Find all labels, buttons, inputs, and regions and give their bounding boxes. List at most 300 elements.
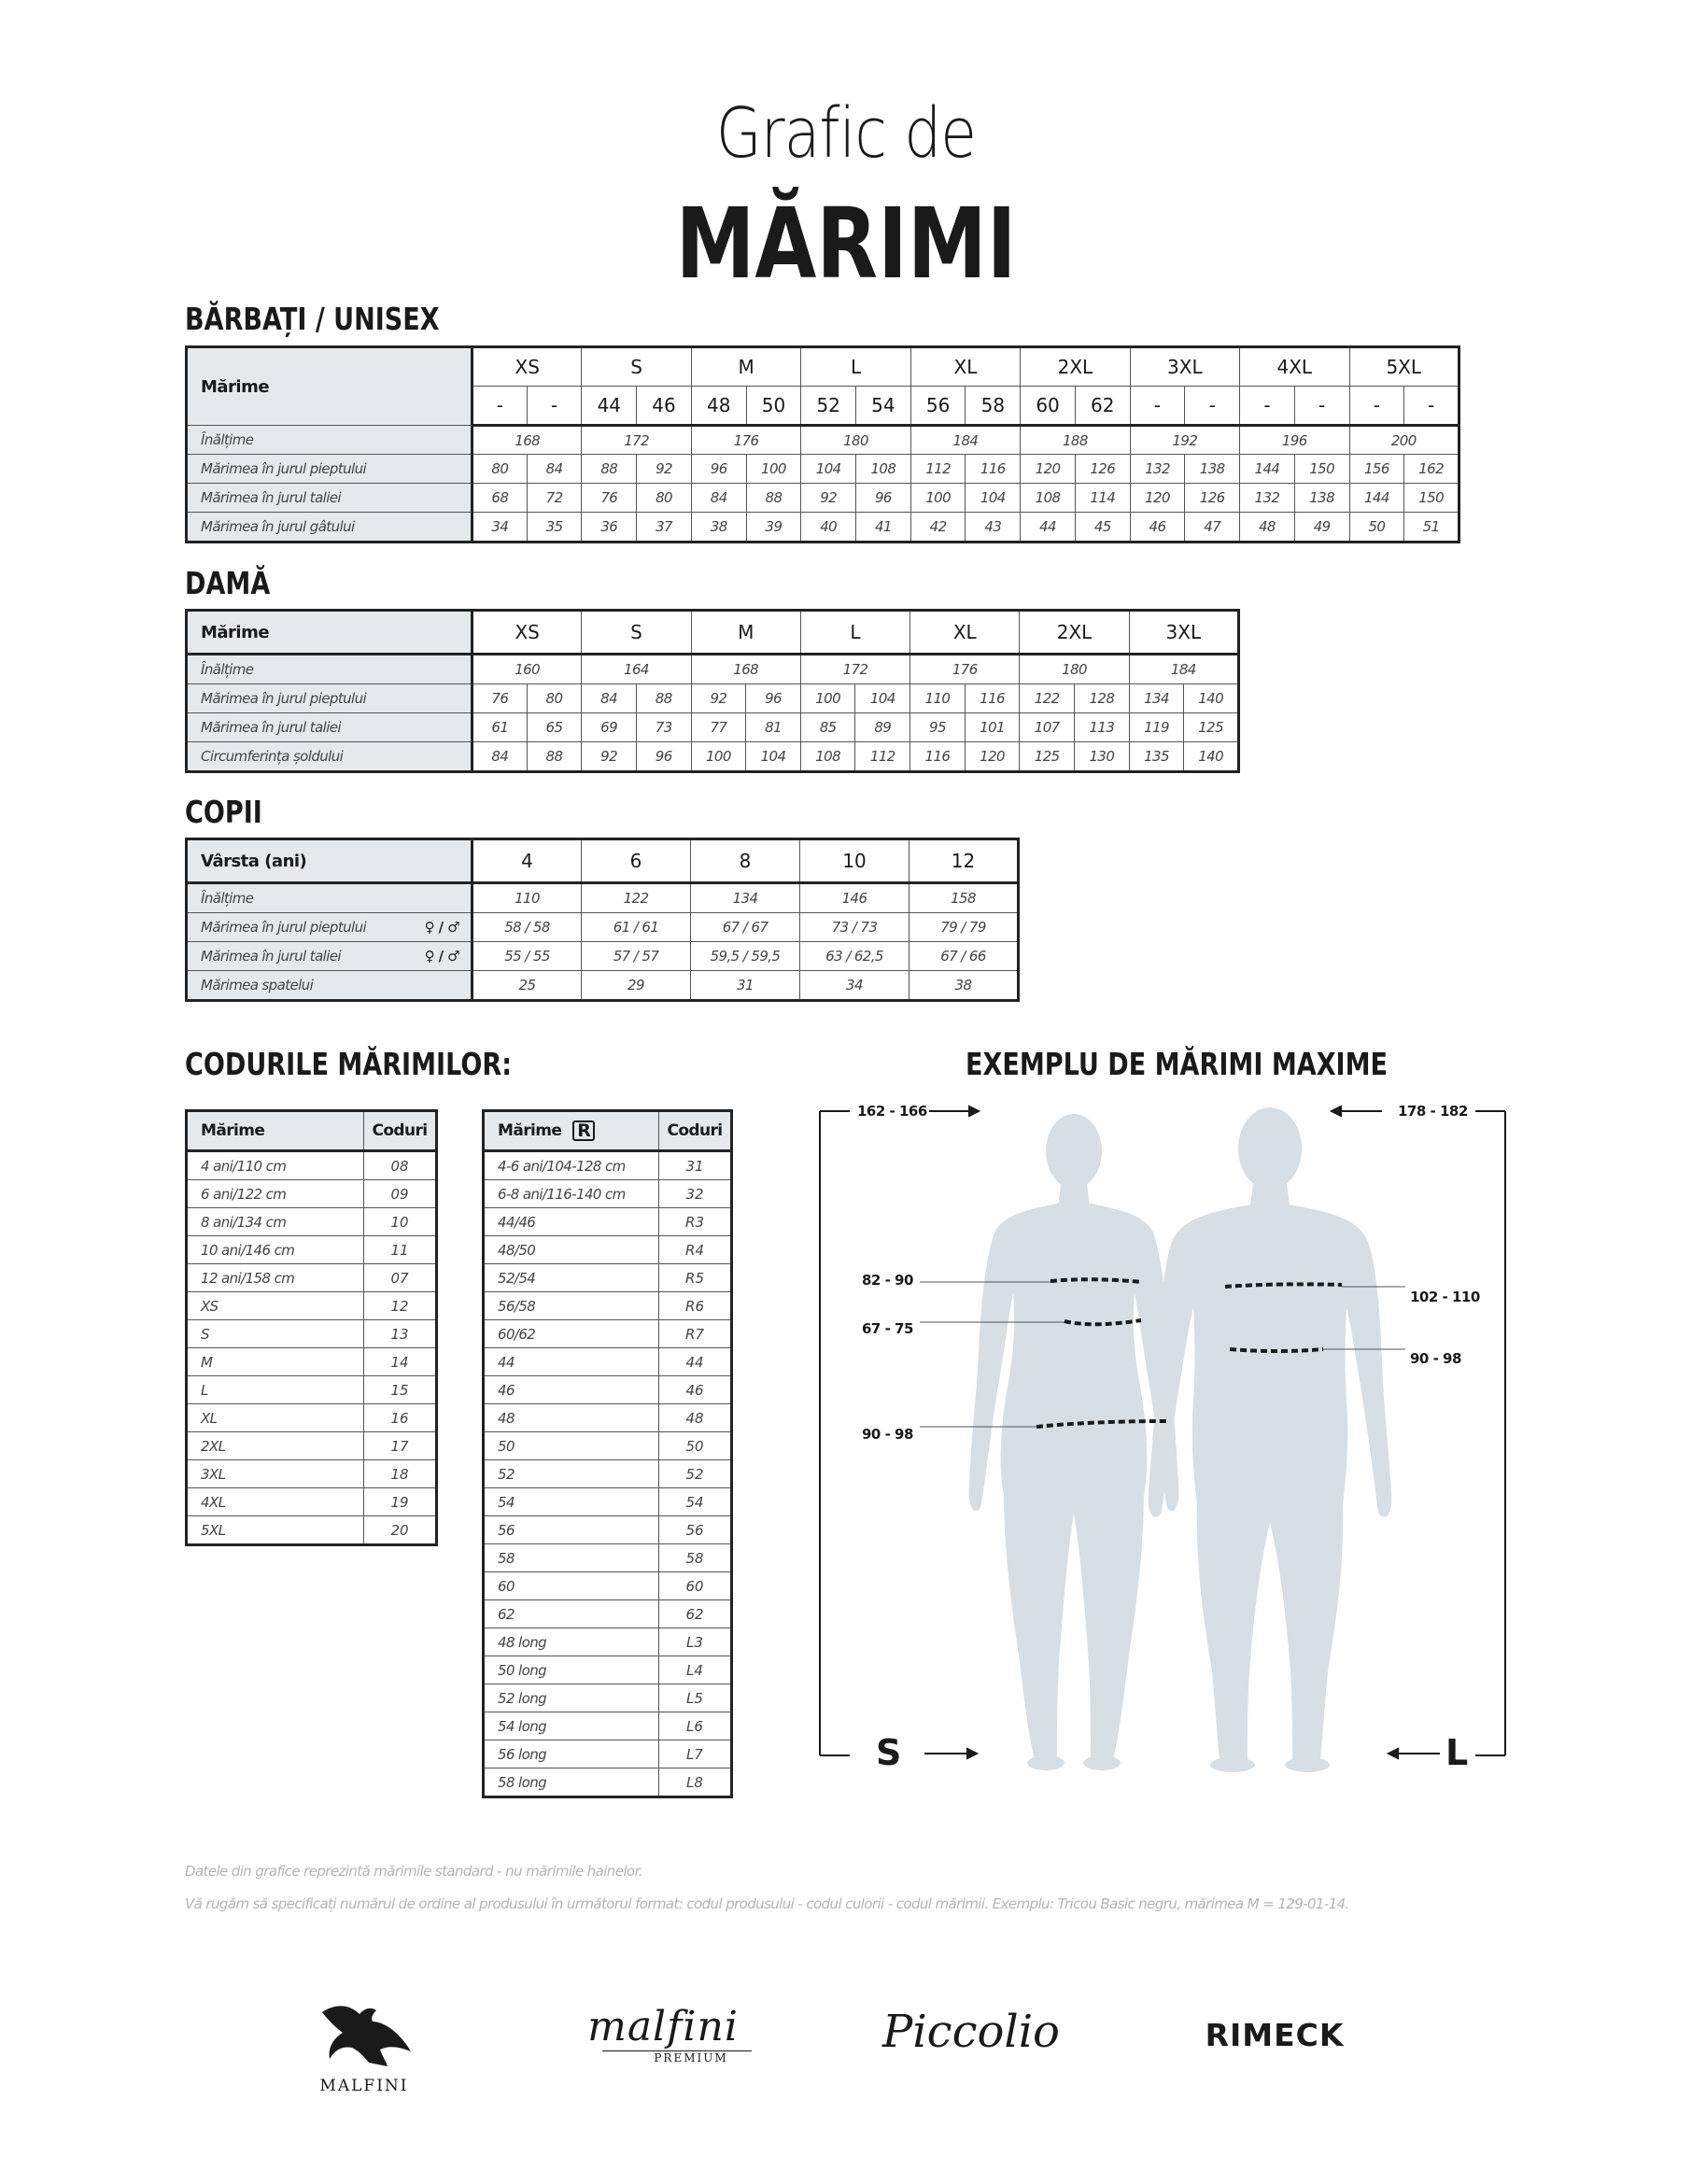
- women-measure-value: 89: [855, 713, 910, 742]
- men-measure-value: 92: [637, 455, 692, 484]
- codes1-size-cell: 3XL: [187, 1460, 364, 1488]
- kids-measure-value: 67 / 67: [691, 913, 800, 942]
- kids-measure-row: [187, 913, 1019, 942]
- women-measure-value: 88: [636, 684, 691, 713]
- women-measure-value: 134: [1129, 684, 1184, 713]
- codes2-col-size: [484, 1111, 659, 1151]
- codes2-row: [484, 1544, 732, 1572]
- women-height-value: 172: [800, 655, 909, 684]
- codes2-row: [484, 1768, 732, 1797]
- men-measure-value: 76: [582, 484, 637, 513]
- men-height-label: Înălțime: [187, 426, 472, 455]
- women-height-value: 180: [1020, 655, 1129, 684]
- malfini-script-wordmark: malfini: [587, 2003, 739, 2050]
- codes1-col-size-text: Mărime: [201, 1121, 265, 1140]
- codes1-code-cell: 12: [364, 1292, 437, 1320]
- men-eu-size: -: [527, 387, 582, 426]
- codes2-code-cell: 62: [659, 1600, 732, 1628]
- size-codes-table: [185, 1109, 438, 1546]
- women-measure-row: [187, 684, 1239, 713]
- kids-measure-label: [187, 913, 472, 942]
- codes2-size-cell: 52/54: [484, 1264, 659, 1292]
- male-waist-label: 90 - 98: [1410, 1350, 1461, 1367]
- gender-icon: ♀ / ♂: [424, 919, 459, 936]
- men-size-header-row: [187, 347, 1459, 387]
- women-measure-value: 116: [965, 684, 1020, 713]
- codes2-row: [484, 1404, 732, 1432]
- women-measure-value: 104: [855, 684, 910, 713]
- men-eu-size: 46: [637, 387, 692, 426]
- kids-measure-value: 110: [472, 883, 582, 913]
- codes2-row: [484, 1432, 732, 1460]
- codes1-row: [187, 1151, 437, 1180]
- codes2-code-cell: R4: [659, 1236, 732, 1264]
- men-measure-value: 48: [1240, 513, 1295, 542]
- men-eu-size: 60: [1021, 387, 1076, 426]
- women-measure-value: 140: [1184, 742, 1239, 772]
- women-height-value: 184: [1129, 655, 1238, 684]
- men-measure-value: 47: [1185, 513, 1240, 542]
- women-height-label: Înălțime: [187, 655, 472, 684]
- codes2-size-cell: 56: [484, 1516, 659, 1544]
- codes2-code-cell: R6: [659, 1292, 732, 1320]
- women-measure-value: 101: [965, 713, 1020, 742]
- codes2-size-cell: 54 long: [484, 1712, 659, 1740]
- men-measure-value: 37: [637, 513, 692, 542]
- women-measure-value: 96: [636, 742, 691, 772]
- codes2-row: [484, 1684, 732, 1712]
- kids-measure-label-text: Mărimea în jurul taliei: [201, 948, 341, 965]
- malfini-logo: [289, 1994, 439, 2095]
- men-height-value: 188: [1021, 426, 1130, 455]
- men-measure-value: 116: [966, 455, 1021, 484]
- men-size-4XL: 4XL: [1240, 347, 1349, 387]
- women-measure-value: 100: [800, 684, 855, 713]
- kids-measure-value: 63 / 62,5: [800, 942, 909, 971]
- codes2-row: [484, 1236, 732, 1264]
- codes2-size-cell: 50 long: [484, 1656, 659, 1684]
- kids-age-label: Vârsta (ani): [187, 839, 472, 883]
- kids-measure-value: 57 / 57: [582, 942, 691, 971]
- kids-measure-value: 29: [582, 971, 691, 1001]
- men-height-value: 200: [1349, 426, 1459, 455]
- codes1-row: [187, 1488, 437, 1516]
- kids-measure-value: 67 / 66: [909, 942, 1019, 971]
- men-measure-value: 46: [1130, 513, 1185, 542]
- rimeck-r-icon: R: [572, 1120, 595, 1141]
- men-measure-value: 104: [801, 455, 856, 484]
- codes2-code-cell: 44: [659, 1348, 732, 1376]
- men-height-value: 176: [691, 426, 800, 455]
- codes2-row: [484, 1180, 732, 1208]
- men-measure-value: 138: [1294, 484, 1349, 513]
- women-measure-value: 88: [527, 742, 582, 772]
- men-measure-value: 43: [966, 513, 1021, 542]
- women-measure-value: 135: [1129, 742, 1184, 772]
- men-eu-size: -: [1349, 387, 1404, 426]
- men-height-value: 184: [910, 426, 1020, 455]
- men-measure-value: 88: [746, 484, 801, 513]
- codes1-size-cell: L: [187, 1376, 364, 1404]
- women-height-value: 164: [582, 655, 691, 684]
- codes1-row: [187, 1460, 437, 1488]
- codes2-size-cell: 4-6 ani/104-128 cm: [484, 1151, 659, 1180]
- men-measure-value: 120: [1021, 455, 1076, 484]
- rimeck-size-codes-table: [482, 1109, 733, 1798]
- codes2-code-cell: R3: [659, 1208, 732, 1236]
- codes2-row: [484, 1348, 732, 1376]
- gender-icon: ♀ / ♂: [424, 948, 459, 965]
- codes2-size-cell: 58: [484, 1544, 659, 1572]
- codes2-code-cell: L8: [659, 1768, 732, 1797]
- women-measure-value: 61: [472, 713, 528, 742]
- women-measure-label: Circumferința șoldului: [187, 742, 472, 772]
- men-eu-size: 52: [801, 387, 856, 426]
- codes2-header-row: [484, 1111, 732, 1151]
- women-measure-value: 92: [582, 742, 637, 772]
- codes2-code-cell: L6: [659, 1712, 732, 1740]
- men-eu-size: -: [1185, 387, 1240, 426]
- women-measure-value: 81: [746, 713, 801, 742]
- women-measure-value: 119: [1129, 713, 1184, 742]
- women-measure-value: 77: [691, 713, 746, 742]
- men-measure-value: 132: [1130, 455, 1185, 484]
- codes-heading: CODURILE MĂRIMILOR:: [185, 1046, 513, 1082]
- kids-measure-value: 55 / 55: [472, 942, 582, 971]
- codes2-size-cell: 54: [484, 1488, 659, 1516]
- kids-measure-row: [187, 942, 1019, 971]
- men-measure-value: 80: [472, 455, 528, 484]
- women-measure-value: 95: [910, 713, 966, 742]
- codes1-row: [187, 1432, 437, 1460]
- men-measure-value: 108: [856, 455, 911, 484]
- kids-measure-value: 38: [909, 971, 1019, 1001]
- men-measure-value: 39: [746, 513, 801, 542]
- men-measure-value: 108: [1021, 484, 1076, 513]
- women-measure-value: 125: [1020, 742, 1075, 772]
- men-eu-size: 62: [1075, 387, 1130, 426]
- men-measure-value: 126: [1185, 484, 1240, 513]
- codes1-code-cell: 13: [364, 1320, 437, 1348]
- piccolio-logo: [878, 2006, 1065, 2058]
- malfini-wordmark: MALFINI: [319, 2077, 409, 2095]
- kids-age-header-row: [187, 839, 1019, 883]
- codes2-row: [484, 1600, 732, 1628]
- codes1-size-cell: 12 ani/158 cm: [187, 1264, 364, 1292]
- codes2-code-cell: 31: [659, 1151, 732, 1180]
- women-size-M: M: [691, 611, 800, 655]
- codes2-code-cell: 60: [659, 1572, 732, 1600]
- female-hip-label: 90 - 98: [862, 1426, 913, 1443]
- kids-measure-value: 79 / 79: [909, 913, 1019, 942]
- piccolio-wordmark: Piccolio: [882, 2006, 1060, 2058]
- female-waist-label: 67 - 75: [862, 1320, 913, 1337]
- codes1-row: [187, 1516, 437, 1545]
- kids-measure-row: [187, 883, 1019, 913]
- codes1-row: [187, 1348, 437, 1376]
- codes2-code-cell: 54: [659, 1488, 732, 1516]
- men-measure-value: 38: [691, 513, 746, 542]
- men-eu-size: 50: [746, 387, 801, 426]
- men-measure-value: 45: [1075, 513, 1130, 542]
- codes2-size-cell: 44: [484, 1348, 659, 1376]
- men-measure-value: 84: [527, 455, 582, 484]
- kids-size-table: [185, 838, 1020, 1002]
- female-chest-label: 82 - 90: [862, 1272, 913, 1289]
- codes2-size-cell: 46: [484, 1376, 659, 1404]
- men-measure-value: 112: [910, 455, 966, 484]
- codes1-code-cell: 10: [364, 1208, 437, 1236]
- men-measure-value: 72: [527, 484, 582, 513]
- men-measure-value: 138: [1185, 455, 1240, 484]
- women-measure-row: [187, 742, 1239, 772]
- men-measure-value: 36: [582, 513, 637, 542]
- women-size-2XL: 2XL: [1020, 611, 1129, 655]
- men-measure-row: [187, 484, 1459, 513]
- men-size-2XL: 2XL: [1021, 347, 1130, 387]
- women-measure-value: 113: [1075, 713, 1130, 742]
- men-measure-value: 92: [801, 484, 856, 513]
- women-measure-value: 96: [746, 684, 801, 713]
- kids-measure-value: 58 / 58: [472, 913, 582, 942]
- codes1-code-cell: 16: [364, 1404, 437, 1432]
- men-measure-value: 41: [856, 513, 911, 542]
- codes2-code-cell: L5: [659, 1684, 732, 1712]
- men-size-M: M: [691, 347, 800, 387]
- kids-measure-value: 73 / 73: [800, 913, 909, 942]
- codes1-row: [187, 1236, 437, 1264]
- codes1-size-cell: 4XL: [187, 1488, 364, 1516]
- codes1-col-codes: Coduri: [364, 1111, 437, 1151]
- women-measure-value: 104: [746, 742, 801, 772]
- women-measure-value: 122: [1020, 684, 1075, 713]
- codes2-code-cell: L7: [659, 1740, 732, 1768]
- eagle-icon: [313, 1994, 416, 2068]
- women-measure-label: Mărimea în jurul pieptului: [187, 684, 472, 713]
- men-height-value: 172: [582, 426, 691, 455]
- kids-measure-value: 34: [800, 971, 909, 1001]
- codes1-row: [187, 1208, 437, 1236]
- codes1-row: [187, 1376, 437, 1404]
- men-measure-label: Mărimea în jurul gâtului: [187, 513, 472, 542]
- codes1-code-cell: 08: [364, 1151, 437, 1180]
- women-height-value: 160: [472, 655, 582, 684]
- kids-heading: COPII: [185, 794, 262, 830]
- codes2-size-cell: 50: [484, 1432, 659, 1460]
- body-silhouettes-illustration: [812, 1092, 1513, 1802]
- kids-measure-value: 122: [582, 883, 691, 913]
- women-measure-value: 84: [472, 742, 528, 772]
- codes2-row: [484, 1628, 732, 1656]
- men-eu-size: -: [1240, 387, 1295, 426]
- codes2-size-cell: 48: [484, 1404, 659, 1432]
- kids-measure-label: [187, 942, 472, 971]
- codes2-row: [484, 1320, 732, 1348]
- codes2-size-cell: 58 long: [484, 1768, 659, 1797]
- men-heading: BĂRBAȚI / UNISEX: [185, 301, 440, 337]
- codes2-size-cell: 48/50: [484, 1236, 659, 1264]
- men-measure-value: 162: [1404, 455, 1459, 484]
- men-size-L: L: [801, 347, 910, 387]
- codes1-code-cell: 18: [364, 1460, 437, 1488]
- codes1-code-cell: 15: [364, 1376, 437, 1404]
- codes1-row: [187, 1264, 437, 1292]
- codes2-row: [484, 1656, 732, 1684]
- codes1-size-cell: XS: [187, 1292, 364, 1320]
- women-measure-value: 76: [472, 684, 528, 713]
- women-measure-value: 120: [965, 742, 1020, 772]
- women-measure-value: 73: [636, 713, 691, 742]
- men-eu-size: 56: [910, 387, 966, 426]
- men-measure-value: 144: [1349, 484, 1404, 513]
- men-size-XL: XL: [910, 347, 1020, 387]
- men-size-S: S: [582, 347, 691, 387]
- codes2-row: [484, 1740, 732, 1768]
- men-eu-size: -: [1404, 387, 1459, 426]
- women-size-L: L: [800, 611, 909, 655]
- men-eu-size: -: [472, 387, 528, 426]
- codes1-code-cell: 14: [364, 1348, 437, 1376]
- kids-measure-row: [187, 971, 1019, 1001]
- women-measure-value: 80: [527, 684, 582, 713]
- men-height-value: 168: [472, 426, 582, 455]
- men-measure-value: 100: [746, 455, 801, 484]
- women-size-3XL: 3XL: [1129, 611, 1238, 655]
- women-measure-row: [187, 713, 1239, 742]
- codes2-code-cell: 46: [659, 1376, 732, 1404]
- men-measure-value: 49: [1294, 513, 1349, 542]
- codes2-size-cell: 56/58: [484, 1292, 659, 1320]
- men-measure-value: 44: [1021, 513, 1076, 542]
- men-height-row: [187, 426, 1459, 455]
- men-measure-value: 68: [472, 484, 528, 513]
- women-size-XL: XL: [910, 611, 1020, 655]
- men-eu-size: -: [1130, 387, 1185, 426]
- men-size-5XL: 5XL: [1349, 347, 1459, 387]
- women-size-label: Mărime: [187, 611, 472, 655]
- men-measure-value: 104: [966, 484, 1021, 513]
- men-measure-value: 42: [910, 513, 966, 542]
- kids-measure-label-text: Mărimea spatelui: [201, 977, 314, 993]
- men-measure-value: 114: [1075, 484, 1130, 513]
- kids-age-10: 10: [800, 839, 909, 883]
- codes1-size-cell: 8 ani/134 cm: [187, 1208, 364, 1236]
- men-eu-size: 58: [966, 387, 1021, 426]
- female-height-label: 162 - 166: [857, 1103, 927, 1120]
- male-chest-label: 102 - 110: [1410, 1289, 1480, 1305]
- men-eu-size: -: [1294, 387, 1349, 426]
- women-measure-value: 130: [1075, 742, 1130, 772]
- men-measure-value: 120: [1130, 484, 1185, 513]
- codes1-size-cell: 4 ani/110 cm: [187, 1151, 364, 1180]
- codes2-code-cell: 32: [659, 1180, 732, 1208]
- codes2-row: [484, 1151, 732, 1180]
- codes1-code-cell: 09: [364, 1180, 437, 1208]
- men-size-table: [185, 345, 1460, 543]
- kids-measure-value: 59,5 / 59,5: [691, 942, 800, 971]
- codes1-code-cell: 20: [364, 1516, 437, 1545]
- codes1-code-cell: 07: [364, 1264, 437, 1292]
- codes1-size-cell: 6 ani/122 cm: [187, 1180, 364, 1208]
- codes2-row: [484, 1712, 732, 1740]
- men-measure-value: 150: [1294, 455, 1349, 484]
- kids-measure-value: 158: [909, 883, 1019, 913]
- men-measure-value: 34: [472, 513, 528, 542]
- codes2-size-cell: 60/62: [484, 1320, 659, 1348]
- men-height-value: 192: [1130, 426, 1239, 455]
- men-eu-size: 54: [856, 387, 911, 426]
- codes1-size-cell: 2XL: [187, 1432, 364, 1460]
- codes1-code-cell: 19: [364, 1488, 437, 1516]
- codes2-col-size-text: Mărime: [498, 1121, 562, 1140]
- codes1-size-cell: XL: [187, 1404, 364, 1432]
- kids-measure-label-text: Mărimea în jurul pieptului: [201, 919, 367, 936]
- codes2-size-cell: 44/46: [484, 1208, 659, 1236]
- codes2-code-cell: 50: [659, 1432, 732, 1460]
- codes2-code-cell: 56: [659, 1516, 732, 1544]
- women-measure-value: 84: [582, 684, 637, 713]
- male-height-label: 178 - 182: [1398, 1103, 1468, 1120]
- men-height-value: 196: [1240, 426, 1349, 455]
- men-measure-value: 50: [1349, 513, 1404, 542]
- men-measure-value: 80: [637, 484, 692, 513]
- page-title-line2: MĂRIMI: [675, 187, 1017, 301]
- men-measure-value: 156: [1349, 455, 1404, 484]
- kids-age-4: 4: [472, 839, 582, 883]
- page-title-line1: Grafic de: [715, 93, 977, 174]
- women-size-S: S: [582, 611, 691, 655]
- women-measure-value: 85: [800, 713, 855, 742]
- women-measure-value: 112: [855, 742, 910, 772]
- kids-measure-label-text: Înălțime: [201, 890, 254, 907]
- men-measure-value: 100: [910, 484, 966, 513]
- men-measure-value: 51: [1404, 513, 1459, 542]
- malfini-premium-logo: [546, 2003, 780, 2064]
- men-size-label: Mărime: [187, 347, 472, 426]
- codes2-code-cell: 58: [659, 1544, 732, 1572]
- codes2-row: [484, 1264, 732, 1292]
- codes2-row: [484, 1572, 732, 1600]
- codes1-col-size: [187, 1111, 364, 1151]
- men-measure-value: 150: [1404, 484, 1459, 513]
- codes2-row: [484, 1208, 732, 1236]
- codes1-size-cell: 5XL: [187, 1516, 364, 1545]
- codes2-row: [484, 1516, 732, 1544]
- codes2-code-cell: L3: [659, 1628, 732, 1656]
- example-heading: EXEMPLU DE MĂRIMI MAXIME: [966, 1046, 1389, 1082]
- kids-age-12: 12: [909, 839, 1019, 883]
- kids-measure-value: 31: [691, 971, 800, 1001]
- women-measure-value: 92: [691, 684, 746, 713]
- codes1-row: [187, 1292, 437, 1320]
- women-size-header-row: [187, 611, 1239, 655]
- women-heading: DAMĂ: [185, 565, 271, 601]
- size-l-label: L: [1445, 1732, 1469, 1773]
- codes2-size-cell: 6-8 ani/116-140 cm: [484, 1180, 659, 1208]
- men-measure-value: 35: [527, 513, 582, 542]
- men-measure-row: [187, 455, 1459, 484]
- kids-measure-value: 146: [800, 883, 909, 913]
- women-measure-value: 100: [691, 742, 746, 772]
- men-measure-value: 132: [1240, 484, 1295, 513]
- men-eu-size: 48: [691, 387, 746, 426]
- codes2-size-cell: 52: [484, 1460, 659, 1488]
- kids-measure-value: 61 / 61: [582, 913, 691, 942]
- rimeck-wordmark: RIMECK: [1205, 2017, 1345, 2053]
- men-measure-row: [187, 513, 1459, 542]
- men-measure-value: 96: [691, 455, 746, 484]
- women-height-row: [187, 655, 1239, 684]
